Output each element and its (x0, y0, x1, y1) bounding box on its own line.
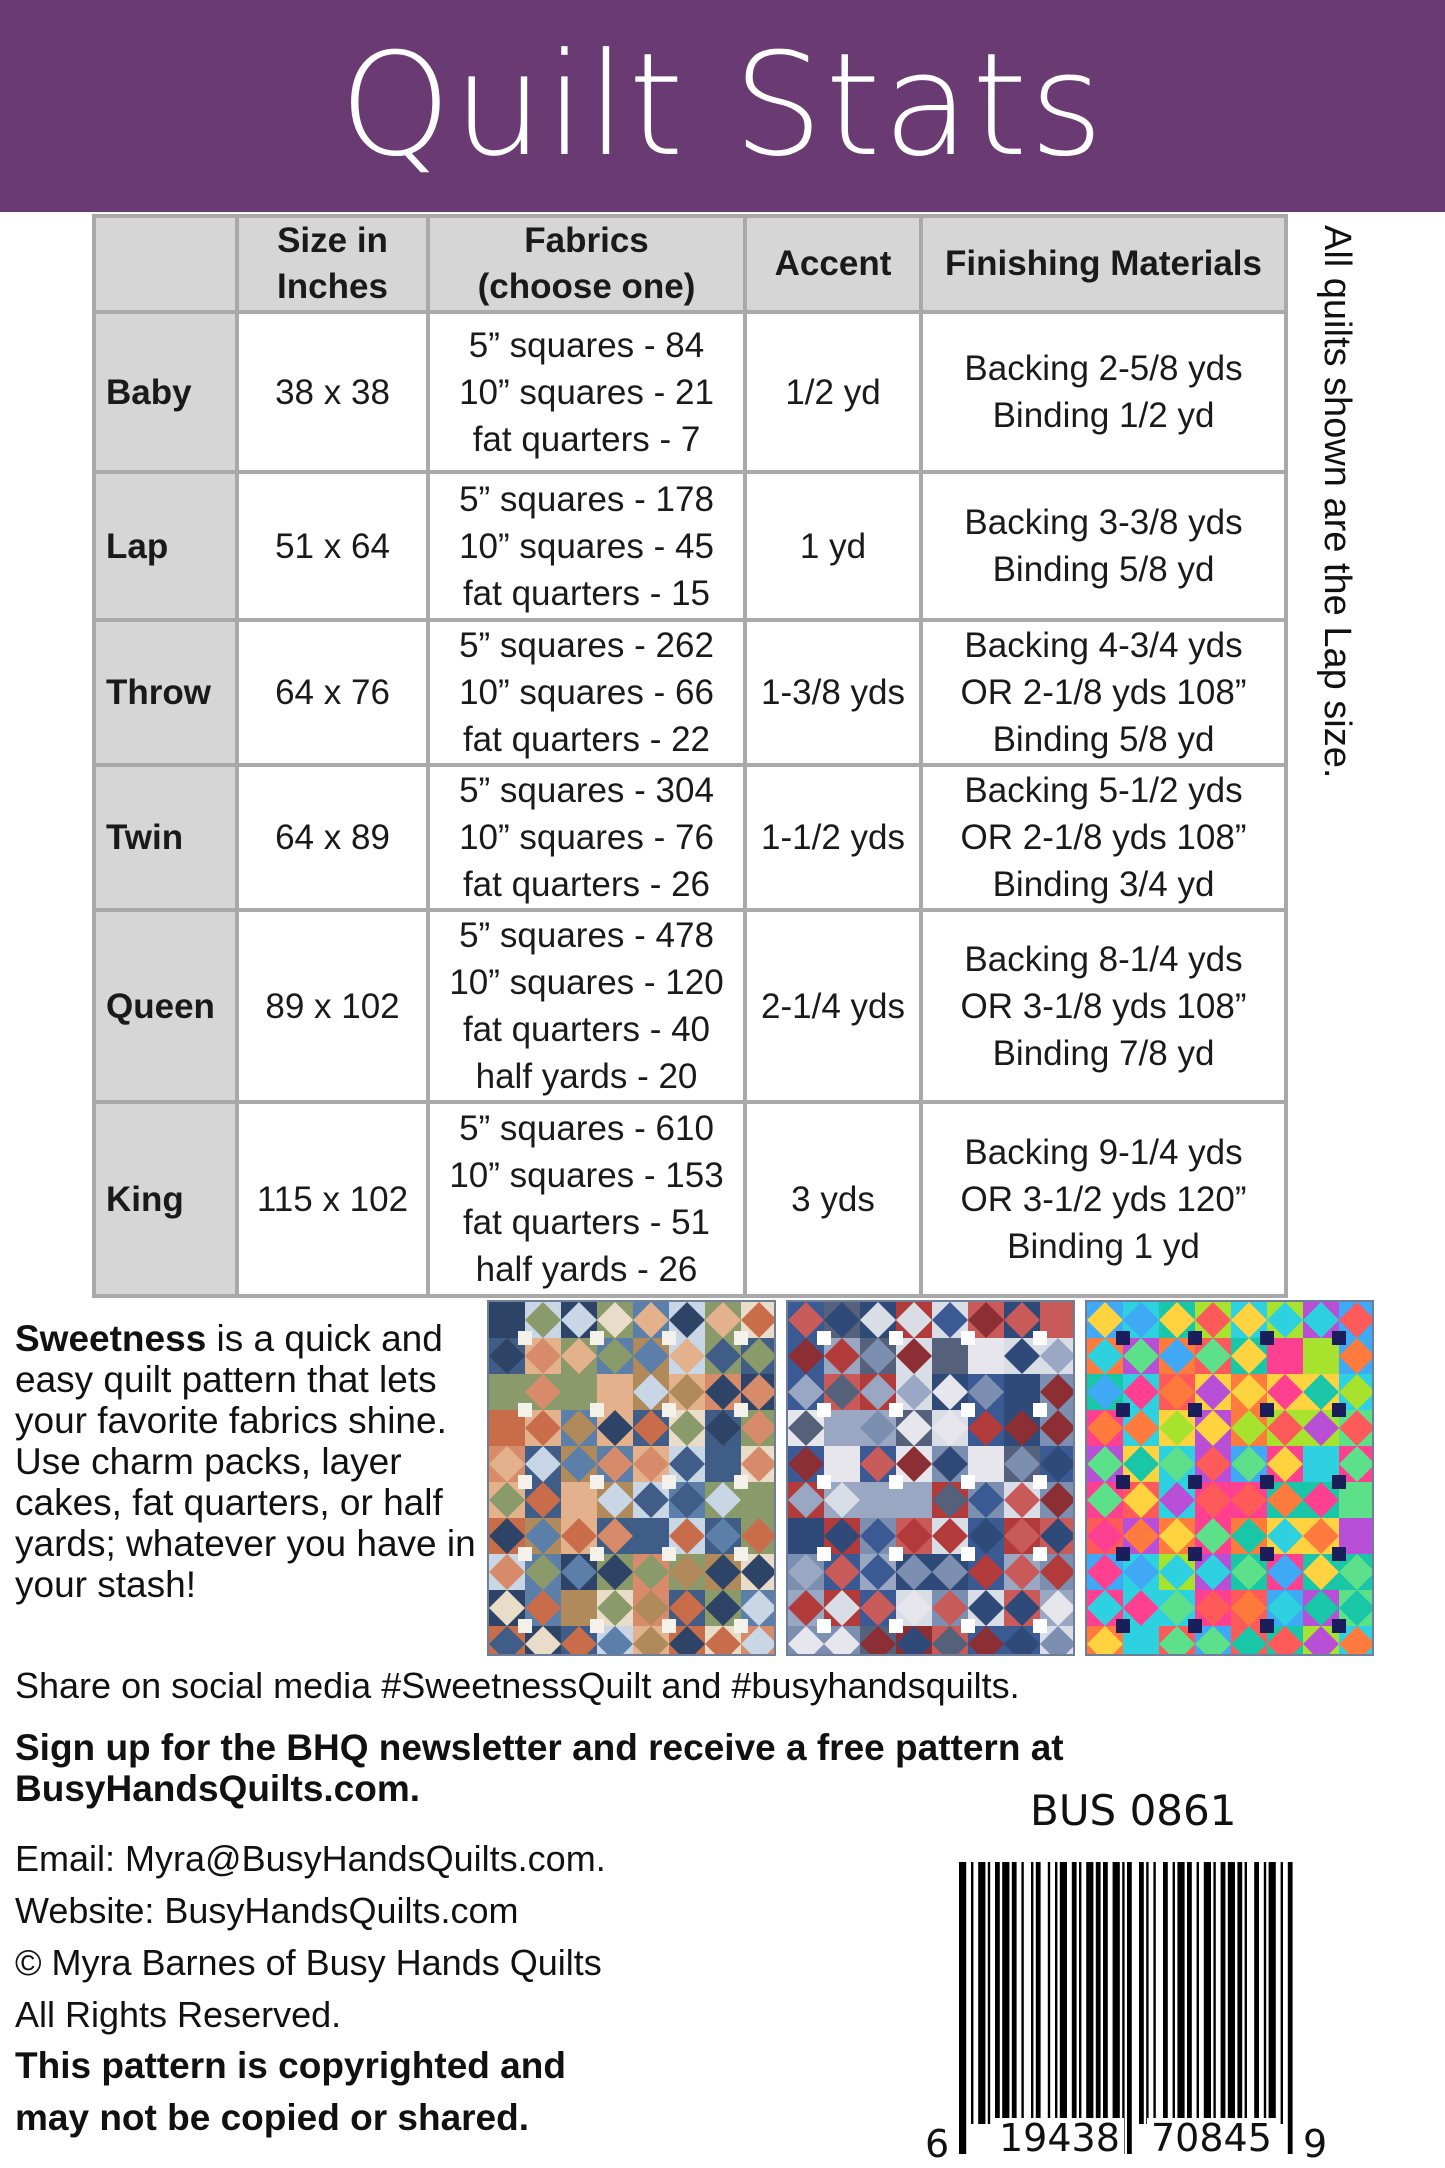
size-name-cell: Twin (94, 765, 237, 910)
finishing-item: OR 3-1/2 yds 120” (960, 1179, 1247, 1219)
header-cell (745, 216, 921, 312)
finishing-item: Binding 3/4 yd (992, 865, 1215, 904)
pattern-name: Sweetness (15, 1318, 207, 1359)
size-name-cell: Throw (94, 620, 237, 765)
header-text: Finishing Materials (945, 244, 1262, 283)
header-text: Accent (774, 244, 892, 283)
table-row (94, 765, 1286, 910)
accent-cell: 1 yd (745, 472, 921, 620)
accent-cell: 3 yds (745, 1102, 921, 1296)
barcode-bar (1021, 1862, 1023, 2124)
pattern-description-text: is a quick and easy quilt pattern that lets your favorite fabrics shine. Use charm packs, layer cakes, fat quarters, or half yards; whatever you have in your stash! (15, 1318, 476, 1605)
finishing-item: Backing 5-1/2 yds (964, 771, 1243, 810)
fabric-option: 10” squares - 66 (459, 673, 714, 712)
size-name-cell: Baby (94, 312, 237, 472)
barcode-right-digits: 70845 (1147, 2118, 1276, 2158)
header-cell (428, 216, 745, 312)
barcode-bar (1177, 1862, 1184, 2124)
size-inches-cell: 64 x 89 (237, 765, 428, 910)
barcode-bar (988, 1862, 990, 2124)
size-inches-cell: 115 x 102 (237, 1102, 428, 1296)
finishing-item: Binding 7/8 yd (992, 1033, 1215, 1073)
barcode-bar (1237, 1862, 1242, 2124)
copyright-notice-line-1: This pattern is copyrighted and (15, 2045, 566, 2086)
fabric-option: half yards - 26 (475, 1250, 698, 1289)
barcode-bar (1153, 1862, 1155, 2124)
fabrics-cell (428, 620, 745, 765)
size-name-cell: King (94, 1102, 237, 1296)
fabric-option: 10” squares - 76 (459, 818, 714, 857)
finishing-cell (921, 910, 1286, 1102)
table-row (94, 1102, 1286, 1296)
barcode-bar (1113, 1862, 1120, 2124)
contact-email: Email: Myra@BusyHandsQuilts.com. (15, 1838, 606, 1879)
header-cell (94, 216, 237, 312)
header-text: (choose one) (477, 267, 696, 306)
fabrics-cell (428, 910, 745, 1102)
header-text: Size in (277, 221, 388, 260)
barcode-bar (1036, 1862, 1041, 2124)
fabric-option: 10” squares - 120 (449, 963, 724, 1002)
quilt-stats-table (92, 214, 1288, 1298)
finishing-item: Backing 4-3/4 yds (964, 626, 1243, 665)
barcode-bar (1281, 1862, 1283, 2124)
fabric-option: 10” squares - 153 (449, 1156, 724, 1195)
page-title: Quilt Stats (339, 23, 1106, 188)
barcode-bar (1103, 1862, 1108, 2124)
barcode-bar (1254, 1862, 1259, 2124)
barcode-bar (1055, 1862, 1057, 2124)
copyright-notice (15, 2040, 566, 2144)
barcode-bar (1213, 1862, 1215, 2124)
fabric-option: fat quarters - 15 (462, 573, 711, 613)
barcode-bar (1173, 1862, 1175, 2124)
header-cell (921, 216, 1286, 312)
finishing-item: Backing 9-1/4 yds (964, 1132, 1243, 1172)
finishing-cell (921, 1102, 1286, 1296)
newsletter-signup: Sign up for the BHQ newsletter and receive a free pattern at BusyHandsQuilts.com. (15, 1727, 1064, 1809)
barcode-lead-digit: 6 (925, 2122, 950, 2166)
finishing-cell (921, 765, 1286, 910)
barcode-bar (1072, 1862, 1077, 2124)
fabrics-cell (428, 1102, 745, 1296)
finishing-item: Backing 3-3/8 yds (964, 503, 1243, 542)
quilt-image-3 (1085, 1300, 1374, 1656)
barcode-bar (1288, 1862, 1293, 2154)
contact-block (15, 1833, 606, 2041)
finishing-cell (921, 312, 1286, 472)
barcode-bar (1146, 1862, 1148, 2124)
finishing-item: Binding 1/2 yd (992, 396, 1215, 435)
barcode-left-digits: 19438 (995, 2118, 1124, 2158)
barcode-bar (1197, 1862, 1199, 2124)
pattern-description (15, 1318, 485, 1605)
finishing-item: Binding 1 yd (1007, 1226, 1200, 1266)
header-text: Inches (277, 267, 388, 306)
size-inches-cell: 89 x 102 (237, 910, 428, 1102)
barcode-bar (1264, 1862, 1266, 2124)
accent-cell: 1-3/8 yds (745, 620, 921, 765)
fabrics-cell (428, 312, 745, 472)
barcode-bar (1079, 1862, 1081, 2124)
quilt-patchwork (489, 1302, 774, 1654)
quilt-image-2 (786, 1300, 1075, 1656)
barcode-bar (1122, 1862, 1124, 2154)
finishing-item: Backing 2-5/8 yds (964, 349, 1243, 388)
accent-cell: 2-1/4 yds (745, 910, 921, 1102)
table-row (94, 472, 1286, 620)
accent-cell: 1/2 yd (745, 312, 921, 472)
fabric-option: fat quarters - 26 (462, 865, 711, 904)
size-inches-cell: 64 x 76 (237, 620, 428, 765)
fabric-option: 10” squares - 45 (459, 526, 714, 566)
quilt-image-1 (487, 1300, 776, 1656)
side-note: All quilts shown are the Lap size. (1316, 225, 1358, 779)
barcode-bar (1031, 1862, 1033, 2124)
title-banner (0, 0, 1445, 212)
finishing-item: Binding 5/8 yd (992, 550, 1215, 589)
barcode-bar (1139, 1862, 1144, 2124)
fabric-option: fat quarters - 40 (462, 1010, 711, 1049)
barcode-check-digit: 9 (1303, 2122, 1328, 2166)
fabric-option: fat quarters - 22 (462, 720, 711, 759)
finishing-item: Binding 5/8 yd (992, 720, 1215, 759)
fabric-option: fat quarters - 7 (472, 419, 701, 459)
upc-barcode (925, 1862, 1328, 2166)
barcode-bar (1060, 1862, 1067, 2124)
barcode-bar (1245, 1862, 1247, 2124)
copyright-notice-line-2: may not be copied or shared. (15, 2097, 530, 2138)
finishing-item: OR 2-1/8 yds 108” (960, 673, 1247, 712)
barcode-bar (1228, 1862, 1235, 2124)
contact-website: Website: BusyHandsQuilts.com (15, 1890, 519, 1931)
fabrics-cell (428, 472, 745, 620)
header-cell (237, 216, 428, 312)
barcode-bar (971, 1862, 973, 2124)
quilt-patchwork (788, 1302, 1073, 1654)
finishing-item: OR 2-1/8 yds 108” (960, 818, 1247, 857)
barcode-bar (978, 1862, 985, 2124)
table-row (94, 312, 1286, 472)
barcode-bar (1012, 1862, 1017, 2124)
barcode-bar (1127, 1862, 1132, 2154)
fabric-option: 10” squares - 21 (459, 372, 714, 412)
fabric-option: 5” squares - 84 (468, 325, 705, 365)
size-inches-cell: 38 x 38 (237, 312, 428, 472)
barcode-bar (1187, 1862, 1192, 2124)
fabric-option: 5” squares - 304 (459, 771, 714, 810)
barcode-bar (1204, 1862, 1211, 2124)
table-header-row (94, 216, 1286, 312)
fabric-option: half yards - 20 (475, 1057, 698, 1096)
finishing-cell (921, 620, 1286, 765)
fabric-option: fat quarters - 51 (462, 1203, 711, 1242)
header-text: Fabrics (524, 221, 649, 260)
size-name-cell: Lap (94, 472, 237, 620)
finishing-cell (921, 472, 1286, 620)
fabric-option: 5” squares - 610 (459, 1109, 714, 1148)
fabric-option: 5” squares - 178 (459, 479, 714, 519)
finishing-item: Backing 8-1/4 yds (964, 939, 1243, 979)
barcode-bar (1002, 1862, 1009, 2124)
barcode-bar (1096, 1862, 1101, 2124)
table-row (94, 620, 1286, 765)
quilt-patchwork (1087, 1302, 1372, 1654)
barcode-bar (1163, 1862, 1168, 2124)
barcode-bar (1269, 1862, 1276, 2124)
barcode-bar (1048, 1862, 1050, 2124)
table-row (94, 910, 1286, 1102)
finishing-item: OR 3-1/8 yds 108” (960, 986, 1247, 1026)
size-inches-cell: 51 x 64 (237, 472, 428, 620)
rights-reserved: All Rights Reserved. (15, 1994, 342, 2035)
fabric-option: 5” squares - 262 (459, 626, 714, 665)
product-sku: BUS 0861 (1030, 1786, 1237, 1835)
size-name-cell: Queen (94, 910, 237, 1102)
accent-cell: 1-1/2 yds (745, 765, 921, 910)
barcode-bar (1086, 1862, 1093, 2124)
barcode-bar (995, 1862, 1000, 2124)
fabrics-cell (428, 765, 745, 910)
barcode-bar (1221, 1862, 1226, 2124)
social-media-line: Share on social media #SweetnessQuilt and #busyhandsquilts. (15, 1665, 1020, 1706)
table-body (94, 312, 1286, 1296)
fabric-option: 5” squares - 478 (459, 916, 714, 955)
barcode-bar (959, 1862, 966, 2154)
copyright-line: © Myra Barnes of Busy Hands Quilts (15, 1942, 602, 1983)
